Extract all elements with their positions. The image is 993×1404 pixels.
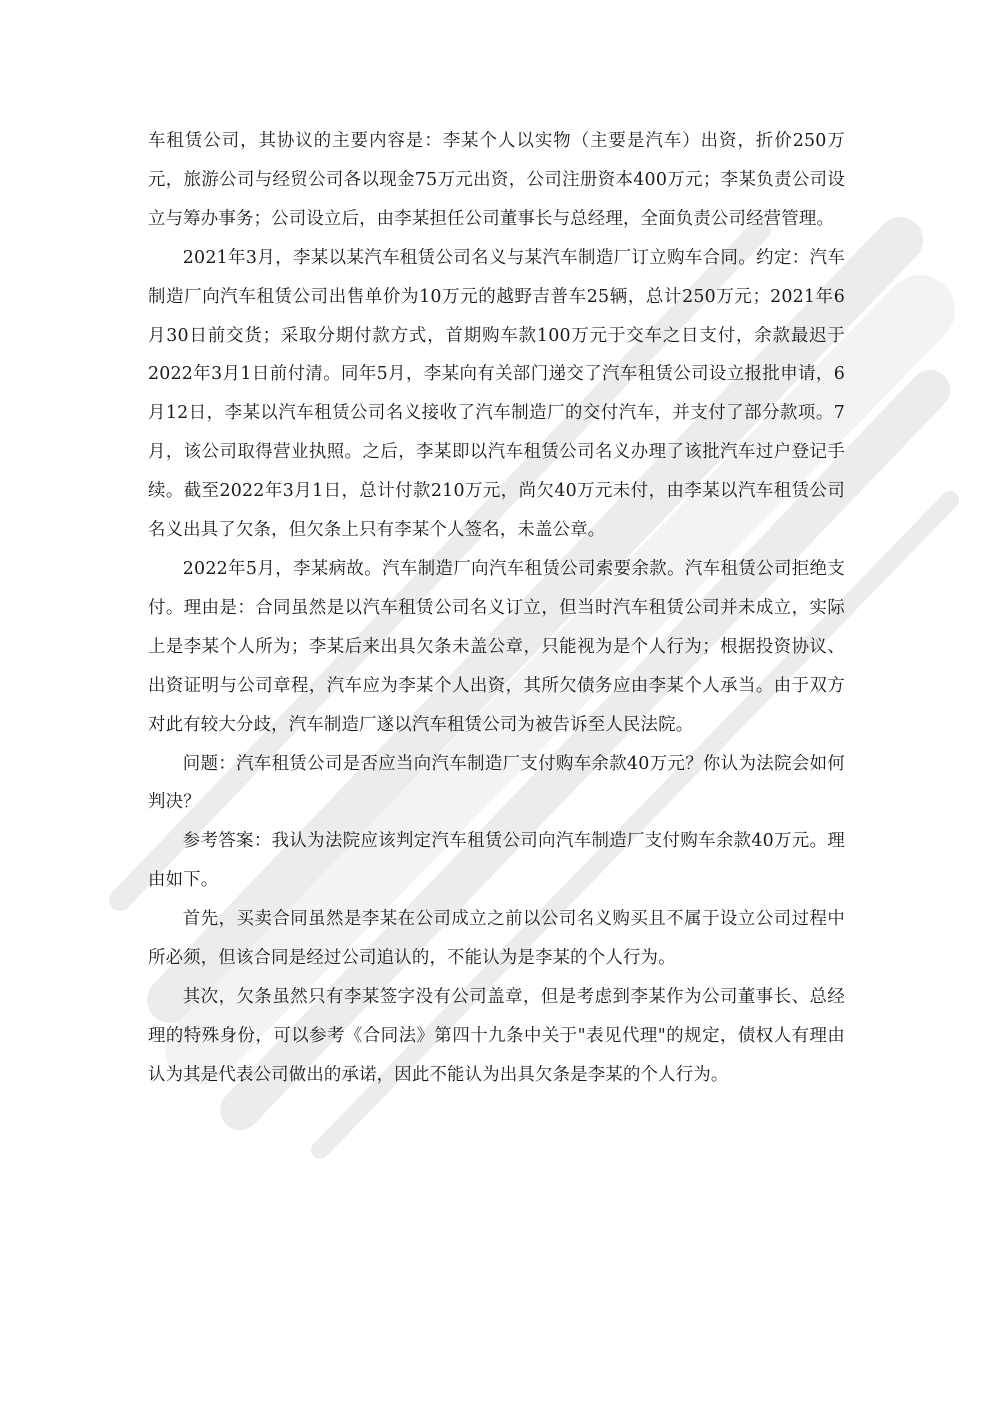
reason-second-paragraph: 其次，欠条虽然只有李某签字没有公司盖章，但是考虑到李某作为公司董事长、总经理的特殊身份，可以参考《合同法》第四十九条中关于"表见代理"的规定，债权人有理由认为其是代表公司做出的承诺，因此不能认为出具欠条是李某的个人行为。 — [148, 986, 845, 1085]
paragraph-2: 2021年3月，李某以某汽车租赁公司名义与某汽车制造厂订立购车合同。约定：汽车制造厂向汽车租赁公司出售单价为10万元的越野吉普车25辆，总计250万元；2021年6月30日前交货；采取分期付款方式，首期购车款100万元于交车之日支付，余款最迟于2022年3月1日前付清。同年5月，李某向有关部门递交了汽车租赁公司设立报批申请，6月12日，李某以汽车租赁公司名义接收了汽车制造厂的交付汽车，并支付了部分款项。7月，该公司取得营业执照。之后，李某即以汽车租赁公司名义办理了该批汽车过户登记手续。截至2022年3月1日，总计付款210万元，尚欠40万元未付，由李某以汽车租赁公司名义出具了欠条，但欠条上只有李某个人签名，未盖公章。 — [148, 247, 845, 541]
paragraph-3: 2022年5月，李某病故。汽车制造厂向汽车租赁公司索要余款。汽车租赁公司拒绝支付。理由是：合同虽然是以汽车租赁公司名义订立，但当时汽车租赁公司并未成立，实际上是李某个人所为；李某后来出具欠条未盖公章，只能视为是个人行为；根据投资协议、出资证明与公司章程，汽车应为李某个人出资，其所欠债务应由李某个人承当。由于双方对此有较大分歧，汽车制造厂遂以汽车租赁公司为被告诉至人民法院。 — [148, 558, 845, 735]
paragraph-1: 车租赁公司，其协议的主要内容是：李某个人以实物（主要是汽车）出资，折价250万元，旅游公司与经贸公司各以现金75万元出资，公司注册资本400万元；李某负责公司设立与筹办事务；公司设立后，由李某担任公司董事长与总经理，全面负责公司经营管理。 — [148, 131, 845, 229]
document-body — [148, 122, 845, 1095]
answer-paragraph: 参考答案：我认为法院应该判定汽车租赁公司向汽车制造厂支付购车余款40万元。理由如下。 — [148, 831, 845, 891]
reason-first-paragraph: 首先，买卖合同虽然是李某在公司成立之前以公司名义购买且不属于设立公司过程中所必须，但该合同是经过公司追认的，不能认为是李某的个人行为。 — [148, 909, 845, 969]
question-paragraph: 问题：汽车租赁公司是否应当向汽车制造厂支付购车余款40万元？你认为法院会如何判决？ — [148, 753, 845, 813]
